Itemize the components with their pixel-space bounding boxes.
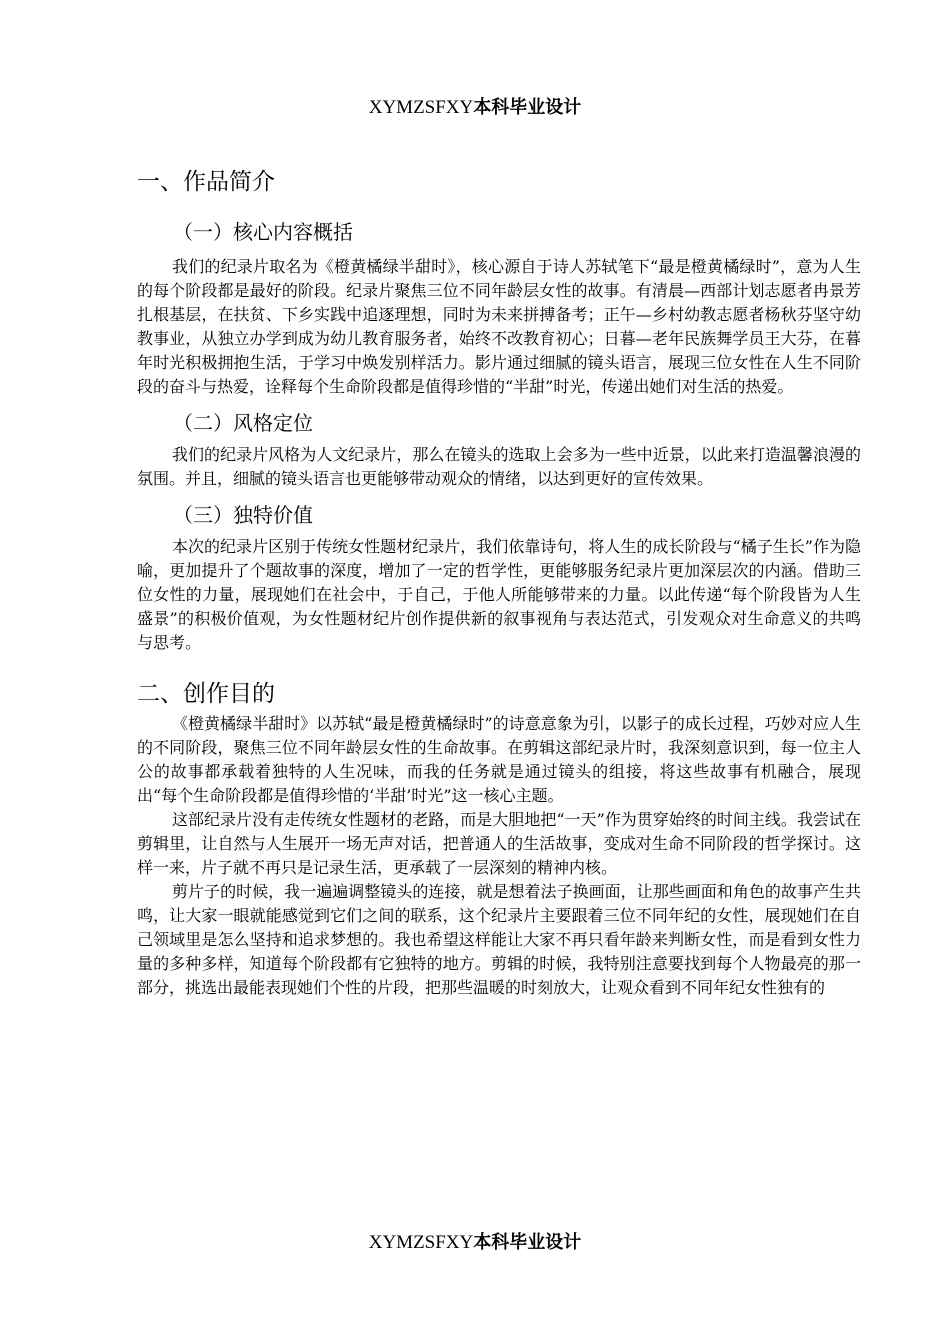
- header-code: XYMZSFXY: [368, 97, 474, 118]
- subsection-title-core-content: （一）核心内容概括: [173, 220, 353, 244]
- paragraph-core-content: 我们的纪录片取名为《橙黄橘绿半甜时》，核心源自于诗人苏轼笔下“最是橙黄橘绿时”，意为人生的每个阶段都是最好的阶段。纪录片聚焦三位不同年龄层女性的故事。有清晨—西部计划志愿者冉景芳扎根基层，在扶贫、下乡实践中追逐理想，同时为未来拼搏备考；正午—乡村幼教志愿者杨秋芬坚守幼教事业，从独立办学到成为幼儿教育服务者，始终不改教育初心；日暮—老年民族舞学员王大芬，在暮年时光积极拥抱生活，于学习中焕发别样活力。影片通过细腻的镜头语言，展现三位女性在人生不同阶段的奋斗与热爱，诠释每个生命阶段都是值得珍惜的“半甜”时光，传递出她们对生活的热爱。: [137, 257, 861, 396]
- page-footer: [0, 1228, 950, 1254]
- paragraph-unique-value: 本次的纪录片区别于传统女性题材纪录片，我们依靠诗句，将人生的成长阶段与“橘子生长”作为隐喻，更加提升了个题故事的深度，增加了一定的哲学性，更能够服务纪录片更加深层次的内涵。借助三位女性的力量，展现她们在社会中，于自己，于他人所能够带来的力量。以此传递“每个阶段皆为人生盛景”的积极价值观，为女性题材纪片创作提供新的叙事视角与表达范式，引发观众对生命意义的共鸣与思考。: [137, 537, 861, 652]
- footer-title: 本科毕业设计: [473, 1232, 582, 1253]
- document-body: [137, 165, 861, 1000]
- paragraph-purpose-1: 《橙黄橘绿半甜时》以苏轼“最是橙黄橘绿时”的诗意意象为引，以影子的成长过程，巧妙对应人生的不同阶段，聚焦三位不同年龄层女性的生命故事。在剪辑这部纪录片时，我深刻意识到，每一位主人公的故事都承载着独特的人生况味，而我的任务就是通过镜头的组接，将这些故事有机融合，展现出“每个生命阶段都是值得珍惜的‘半甜’时光”这一核心主题。: [137, 714, 861, 805]
- subsection-title-unique-value: （三）独特价值: [173, 503, 313, 527]
- section-title-purpose: 二、创作目的: [137, 681, 275, 707]
- subsection-title-style: （二）风格定位: [173, 411, 313, 435]
- paragraph-purpose-3: 剪片子的时候，我一遍遍调整镜头的连接，就是想着法子换画面，让那些画面和角色的故事产生共鸣，让大家一眼就能感觉到它们之间的联系，这个纪录片主要跟着三位不同年纪的女性，展现她们在自己领域里是怎么坚持和追求梦想的。我也希望这样能让大家不再只看年龄来判断女性，而是看到女性力量的多种多样，知道每个阶段都有它独特的地方。剪辑的时候，我特别注意要找到每个人物最亮的那一部分，挑选出最能表现她们个性的片段，把那些温暖的时刻放大，让观众看到不同年纪女性独有的: [137, 882, 861, 997]
- paragraph-purpose-2: 这部纪录片没有走传统女性题材的老路，而是大胆地把“一天”作为贯穿始终的时间主线。我尝试在剪辑里，让自然与人生展开一场无声对话，把普通人的生活故事，变成对生命不同阶段的哲学探讨。这样一来，片子就不再只是记录生活，更承载了一层深刻的精神内核。: [137, 810, 861, 877]
- footer-code: XYMZSFXY: [368, 1232, 474, 1253]
- paragraph-style: 我们的纪录片风格为人文纪录片，那么在镜头的选取上会多为一些中近景，以此来打造温馨浪漫的氛围。并且，细腻的镜头语言也更能够带动观众的情绪，以达到更好的宣传效果。: [137, 445, 861, 488]
- header-title: 本科毕业设计: [473, 97, 582, 118]
- section-title-intro: 一、作品简介: [137, 169, 275, 195]
- page-header: [0, 93, 950, 119]
